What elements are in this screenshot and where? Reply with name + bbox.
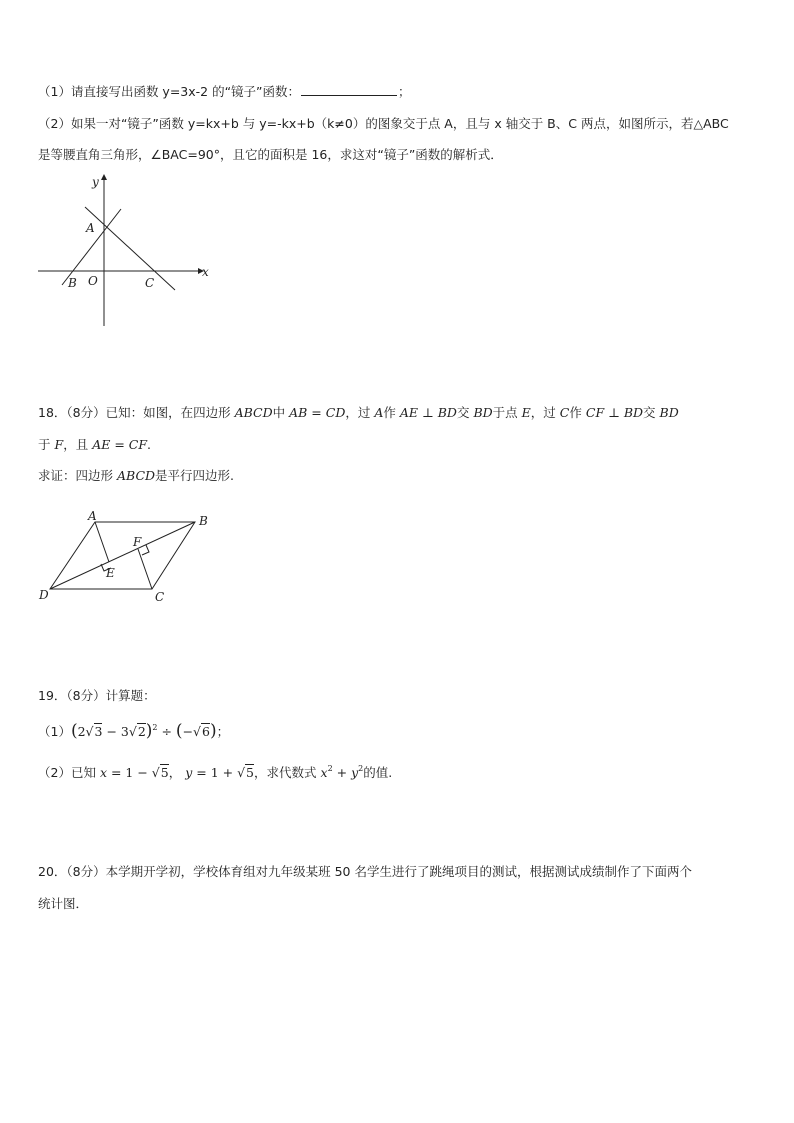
q18-a: A xyxy=(374,405,384,420)
q18-line2 xyxy=(38,437,151,453)
q19-part1 xyxy=(38,723,229,740)
q19-p2-b: ，求代数式 xyxy=(254,765,317,780)
q20-line1: 20．（8分）本学期开学初，学校体育组对九年级某班 50 名学生进行了跳绳项目的测试，根据测试成绩制作了下面两个 xyxy=(38,864,692,879)
q18-t6: 作 xyxy=(569,405,582,420)
q18-perp1: AE ⊥ BD xyxy=(399,405,457,420)
q18-prove-abcd: ABCD xyxy=(117,468,156,483)
label-o: O xyxy=(88,274,98,288)
sqrt-icon: √ xyxy=(85,724,94,739)
q18-prove xyxy=(38,468,234,484)
q19-p1-minus: − 3 xyxy=(102,724,129,739)
q19-p2-c: 的值. xyxy=(363,765,393,780)
label-e: E xyxy=(106,566,115,580)
q19-p2-eq1: = 1 − xyxy=(107,765,152,780)
q18-t2: 作 xyxy=(383,405,396,420)
close-paren: ) xyxy=(145,721,153,741)
q18-t5: ，过 xyxy=(530,405,556,420)
q18-perp2: CF ⊥ BD xyxy=(585,405,644,420)
label-b: B xyxy=(199,514,208,528)
q19-p2-y: y xyxy=(185,765,193,780)
open-paren: ( xyxy=(175,721,183,741)
label-b: B xyxy=(68,276,77,290)
segment-cf xyxy=(138,549,152,589)
q19-p2-sup2: 2 xyxy=(358,764,364,773)
q18-prove-b: 是平行四边形. xyxy=(155,468,235,483)
y-axis-arrow-icon xyxy=(101,174,107,180)
q19-p2-five2: 5 xyxy=(246,765,254,780)
q18-prove-a: 求证：四边形 xyxy=(38,468,114,483)
q19-p2-a: （2）已知 xyxy=(38,765,96,780)
close-paren: ) xyxy=(209,721,217,741)
label-c: C xyxy=(155,590,165,604)
q18-figure xyxy=(38,509,208,604)
q19-p1-end: ； xyxy=(216,724,230,739)
q19-p1-two-b: 2 xyxy=(137,724,146,739)
sqrt-icon: √ xyxy=(237,765,246,780)
sqrt-icon: √ xyxy=(128,724,137,739)
q19-p2-plus: + xyxy=(332,765,352,780)
q17-part2-line2: 是等腰直角三角形，∠BAC=90°，且它的面积是 16，求这对“镜子”函数的解析式． xyxy=(38,147,503,162)
q20-line2: 统计图． xyxy=(38,896,89,911)
q18-bd: BD xyxy=(473,405,493,420)
q18-t7: 交 xyxy=(643,405,656,420)
q18-eq1: AB = CD xyxy=(289,405,346,420)
q18-number: 18．（8分）已知：如图，在四边形 xyxy=(38,405,231,420)
q19-p1-div: ÷ xyxy=(157,724,176,739)
q17-part1-suffix: ； xyxy=(398,84,411,99)
open-paren: ( xyxy=(70,721,78,741)
sqrt-icon: √ xyxy=(193,724,202,739)
q19-p2-comma: ， xyxy=(168,765,182,780)
q19-p2-eq2: = 1 + xyxy=(192,765,238,780)
q17-part2-line1: （2）如果一对“镜子”函数 y=kx+b 与 y=-kx+b（k≠0）的图象交于点 A，且与 x 轴交于 B、C 两点，如图所示，若△ABC xyxy=(38,116,729,131)
q19-p2-x2: x xyxy=(320,765,328,780)
q18-abcd: ABCD xyxy=(234,405,273,420)
q18-bd2: BD xyxy=(659,405,679,420)
q18-line1 xyxy=(38,405,679,421)
q18-f: F xyxy=(54,437,64,452)
q19-p1-square: 2 xyxy=(152,723,158,732)
label-d: D xyxy=(39,588,49,602)
q19-p1-two: 2 xyxy=(77,724,86,739)
q19-p1-neg: − xyxy=(182,724,194,739)
q18-eq2: AE = CF xyxy=(92,437,147,452)
q19-p1-label: （1） xyxy=(38,724,71,739)
label-c: C xyxy=(145,276,155,290)
label-y: y xyxy=(92,175,99,189)
segment-ae xyxy=(95,522,109,562)
q18-mid: 中 xyxy=(272,405,286,420)
line-ac xyxy=(85,207,175,290)
q19-part2 xyxy=(38,765,392,781)
q19-p2-y2: y xyxy=(351,765,359,780)
q18-t1: ，过 xyxy=(345,405,371,420)
sqrt-icon: √ xyxy=(151,765,160,780)
q19-p2-five1: 5 xyxy=(160,765,169,780)
label-a: A xyxy=(88,509,97,523)
q19-p1-three: 3 xyxy=(94,724,103,739)
q19-title: 19．（8分）计算题： xyxy=(38,688,156,703)
q18-e: E xyxy=(521,405,531,420)
q18-line2-b: ，且 xyxy=(63,437,89,452)
q18-c: C xyxy=(559,405,570,420)
q18-line2-a: 于 xyxy=(38,437,51,452)
q19-p2-x: x xyxy=(99,765,107,780)
label-f: F xyxy=(133,535,142,549)
q17-part1-prefix: （1）请直接写出函数 y=3x-2 的“镜子”函数： xyxy=(38,84,301,99)
label-a: A xyxy=(86,221,95,235)
q19-p2-sup1: 2 xyxy=(327,764,333,773)
q18-t4: 于点 xyxy=(492,405,518,420)
label-x: x xyxy=(202,265,209,279)
q18-t3: 交 xyxy=(456,405,470,420)
q19-p1-six: 6 xyxy=(202,724,210,739)
q17-figure xyxy=(38,174,209,326)
q18-line2-c: . xyxy=(147,437,151,452)
